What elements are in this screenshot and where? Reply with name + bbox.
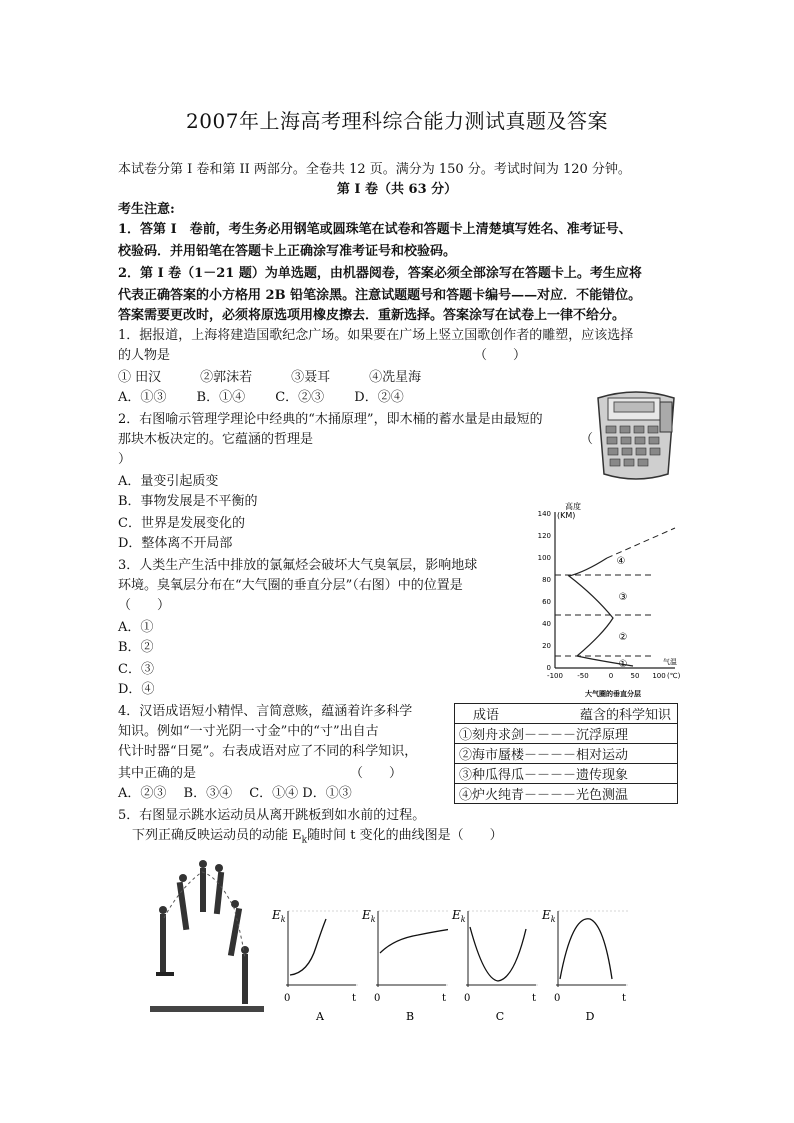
- graph-frame: [378, 911, 448, 985]
- chart-y-label: 高度: [565, 502, 581, 511]
- graph-option-label: A: [316, 1010, 324, 1023]
- chart-x-tick: 50: [630, 672, 640, 680]
- q2-option: A．量变引起质变: [118, 474, 219, 489]
- graph-frame: [288, 911, 358, 985]
- graph-frame: [558, 911, 628, 985]
- chart-y-tick: 20: [542, 642, 551, 650]
- chart-caption: 大气圈的垂直分层: [585, 690, 641, 698]
- temperature-curve-dashed: [607, 528, 675, 558]
- ek-curve: [470, 927, 526, 981]
- graph-x-label: t: [442, 993, 447, 1004]
- q3-option: B．②: [118, 640, 154, 655]
- table-row: [455, 784, 678, 804]
- notice-line: 1．答第 I 卷前，考生务必用钢笔或圆珠笔在试卷和答题卡上清楚填写姓名、准考证号、: [118, 222, 632, 237]
- layer-label: ④: [616, 556, 626, 567]
- ek-t-graph-c: [448, 905, 538, 1023]
- q4-stem-cont: 知识。例如“一寸光阴一寸金”中的“寸”出自古: [118, 724, 379, 739]
- graph-x-label: t: [352, 993, 357, 1004]
- q2-paren-open: （: [580, 432, 594, 447]
- ek-t-graph-b: [358, 905, 448, 1023]
- q4-options: A．②③ B．③④ C．①④ D．①③: [118, 786, 352, 801]
- chart-y-unit: (KM): [557, 511, 576, 520]
- graph-origin: 0: [554, 993, 561, 1004]
- graph-option-label: D: [585, 1010, 595, 1023]
- ek-t-graph-d: [538, 905, 628, 1023]
- table-cell: ②海市蜃楼－－－－相对运动: [455, 744, 678, 764]
- q5-stem-cont: 下列正确反映运动员的动能 $E_k$随时间 t 变化的曲线图是（ ）: [132, 828, 503, 846]
- q1-people: ① 田汉 ②郭沫若 ③聂耳 ④冼星海: [118, 370, 422, 385]
- chart-y-tick: 140: [537, 510, 551, 518]
- graph-origin: 0: [464, 993, 471, 1004]
- q2-option: B．事物发展是不平衡的: [118, 494, 258, 509]
- table-row: [455, 764, 678, 784]
- notice-line: 校验码．并用铅笔在答题卡上正确涂写准考证号和校验码。: [118, 244, 457, 259]
- q1-answer-paren: （ ）: [474, 348, 527, 363]
- q3-option: A．①: [118, 620, 154, 635]
- q2-stem-cont: 那块木板决定的。它蕴涵的哲理是: [118, 432, 314, 447]
- page-title: 2007年上海高考理科综合能力测试真题及答案: [186, 109, 608, 133]
- q3-option: C．③: [118, 662, 154, 677]
- notice-line: 代表正确答案的小方格用 2B 铅笔涂黑。注意试题题号和答题卡编号——对应．不能错位。: [118, 288, 642, 303]
- table-cell: ④炉火纯青－－－－光色测温: [455, 784, 678, 804]
- chart-x-label: 气温: [663, 658, 677, 666]
- table-cell: ①刻舟求剑－－－－沉浮原理: [455, 724, 678, 744]
- q1-stem: 1．据报道，上海将建造国歌纪念广场。如果要在广场上竖立国歌创作者的雕塑，应该选择: [118, 328, 634, 343]
- chart-y-tick: 100: [537, 554, 551, 562]
- layer-label: ①: [618, 659, 628, 670]
- q1-stem-cont: 的人物是: [118, 348, 171, 363]
- graph-origin: 0: [374, 993, 381, 1004]
- q4-answer-paren: （ ）: [350, 766, 403, 781]
- idiom-science-table: [454, 703, 678, 804]
- intro-text: 本试卷分第 I 卷和第 II 两部分。全卷共 12 页。满分为 150 分。考试时间为 120 分钟。: [118, 162, 631, 177]
- wooden-bucket-image: [594, 388, 678, 482]
- q3-stem: 3．人类生产生活中排放的氯氟烃会破坏大气臭氧层，影响地球: [118, 558, 478, 573]
- graph-option-label: B: [405, 1010, 415, 1023]
- chart-x-tick: 0: [608, 672, 614, 680]
- ek-t-graphs: [268, 905, 648, 1025]
- q3-option: D．④: [118, 682, 155, 697]
- layer-label: ②: [618, 632, 628, 643]
- chart-y-tick: 120: [537, 532, 551, 540]
- chart-y-tick: 60: [542, 598, 551, 606]
- graph-frame: [468, 911, 538, 985]
- q5-stem: 5．右图显示跳水运动员从离开跳板到如水前的过程。: [118, 808, 426, 823]
- ek-curve: [380, 929, 448, 953]
- ek-t-graph-a: [268, 905, 358, 1023]
- ek-curve: [290, 919, 326, 975]
- q1-options: A．①③ B．①④ C．②③ D．②④: [118, 390, 404, 405]
- table-header-row: [455, 704, 678, 724]
- diver-sequence-image: [150, 858, 264, 1020]
- table-header: 成语: [455, 704, 527, 724]
- q2-paren-close: ）: [118, 452, 132, 467]
- chart-y-tick: 0: [546, 664, 551, 672]
- q4-stem-cont: 其中正确的是: [118, 766, 197, 781]
- temperature-curve: [569, 558, 633, 666]
- atmosphere-layer-chart: [515, 500, 685, 700]
- q4-stem: 4．汉语成语短小精悍、言简意赅，蕴涵着许多科学: [118, 704, 413, 719]
- layer-label: ③: [618, 592, 628, 603]
- graph-x-label: t: [532, 993, 537, 1004]
- notice-line: 答案需要更改时，必须将原选项用橡皮擦去．重新选择。答案涂写在试卷上一律不给分。: [118, 308, 626, 323]
- notice-line: 2．第 I 卷（1－21 题）为单选题，由机器阅卷，答案必须全部涂写在答题卡上。考生应将: [118, 266, 642, 281]
- q3-answer-paren: （ ）: [118, 598, 171, 613]
- graph-origin: 0: [284, 993, 291, 1004]
- q4-stem-cont: 代计时器“日冕”。右表成语对应了不同的科学知识，: [118, 744, 418, 759]
- q2-stem: 2．右图喻示管理学理论中经典的“木捅原理”，即木桶的蓄水量是由最短的: [118, 412, 543, 427]
- graph-y-label: $E_k$: [542, 908, 556, 924]
- graph-y-label: $E_k$: [452, 908, 466, 924]
- chart-y-tick: 80: [542, 576, 551, 584]
- graph-x-label: t: [622, 993, 627, 1004]
- table-header: 蕴含的科学知识: [527, 704, 678, 724]
- chart-x-tick: 100: [652, 672, 666, 680]
- graph-y-label: $E_k$: [362, 908, 376, 924]
- table-row: [455, 744, 678, 764]
- q2-option: C．世界是发展变化的: [118, 516, 245, 531]
- q3-stem-cont: 环境。臭氧层分布在“大气圈的垂直分层”（右图）中的位置是: [118, 578, 463, 593]
- graph-y-label: $E_k$: [272, 908, 286, 924]
- q2-option: D．整体离不开局部: [118, 536, 233, 551]
- chart-y-tick: 40: [542, 620, 551, 628]
- table-cell: ③种瓜得瓜－－－－遗传现象: [455, 764, 678, 784]
- table-row: [455, 724, 678, 744]
- section-title: 第 I 卷（共 63 分）: [336, 182, 458, 197]
- chart-x-tick: -100: [547, 672, 563, 680]
- notice-heading: 考生注意:: [118, 202, 175, 217]
- ek-curve: [560, 919, 612, 979]
- chart-x-unit: (℃): [667, 672, 681, 680]
- graph-option-label: C: [495, 1010, 505, 1023]
- chart-x-tick: -50: [577, 672, 589, 680]
